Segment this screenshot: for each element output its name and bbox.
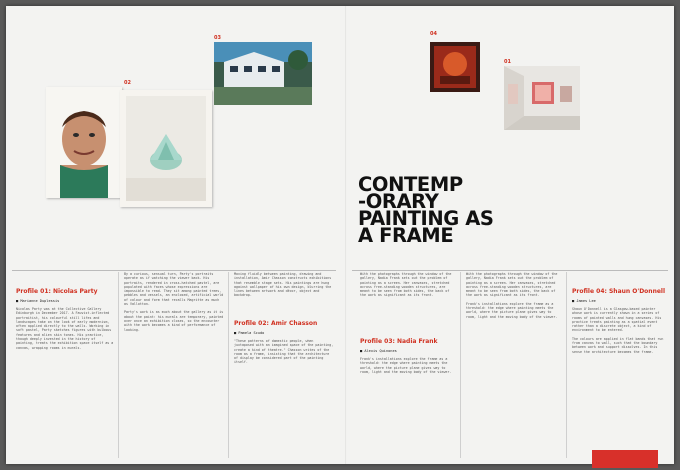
profile-02-byline: ■ Pamela Scudo [234,331,264,335]
red-canvas-image [430,42,480,92]
section-rule-right [352,270,668,271]
profile-01-column-2: By a curious, sensual turn, Party's portraits operate as if watching the viewer back. His portraits, rendered in cross-hatched pastel, are populated with faces whose expressions are impossible to read. They sit among painted trees, pebbles and vessels, an enclosed, artificial world of colour and form that recalls Magritte as much as Vallotton. Party's work is as much about the gallery as it is about the paint: his murals are temporary, painted over once an exhibition closes, so the encounter with the work becomes a kind of performance of looking. [124,272,224,332]
profile-04-byline: ■ James Lee [572,299,596,303]
figure-number-01: 01 [504,59,511,65]
profile-01-byline: ■ Marianne Duplessis [16,299,59,303]
figure-number-04: 04 [430,31,437,37]
pastel-drawing-image [120,90,212,207]
profile-03-column: Frank's installations explore the frame as a threshold: the edge where painting meets the world, where the picture plane gives way to room, light and the moving body of the viewer. [360,357,452,374]
profile-04-column: Shaun O'Donnell is a Glasgow-based painter whose work is currently shown in a series of rooms of painted walls and hung canvases. His practice treats painting as a spatial event rather than a discrete object, a kind of environment to be entered. The colours are applied in flat bands that run from canvas to wall, such that the boundary between work and support dissolves. In this sense the architecture becomes the frame. [572,307,664,354]
profile-03-heading: Profile 03: Nadia Frank [360,338,438,345]
profile-03-byline: ■ Alexis Quinones [360,349,397,353]
page-fold [345,6,347,464]
column-rule [566,272,567,458]
profile-03-column-2: With the photographs through the window of the gallery, Nadia Frank sets out the problem of painting as a screen. Her canvases, stretched across free-standing wooden structures, are meant to be seen from both sides, the back of the work as significant as its front. Frank's installations explore the frame as a threshold: the edge where painting meets the world, where the picture plane gives way to room, light and the moving body of the viewer. [466,272,558,319]
profile-04-heading: Profile 04: Shaun O'Donnell [572,288,666,295]
profile-03-intro: With the photographs through the window of the gallery, Nadia Frank sets out the problem of painting as a screen. Her canvases, stretched across free-standing wooden structures, are meant to be seen from both sides, the back of the work as significant as its front. [360,272,452,298]
installation-building-image [214,42,312,105]
column-rule [118,272,119,458]
column-rule [460,272,461,458]
red-accent-bar [592,450,658,468]
profile-01-heading: Profile 01: Nicolas Party [16,288,98,295]
column-rule [228,272,229,458]
profile-02-column: "These patterns of domestic people, when juxtaposed with an imagined space of the painting, create a kind of theatre." Chasson writes of the room as a frame, insisting that the architecture of display be considered part of the painting itself. [234,339,334,365]
section-rule-left [12,270,336,271]
profile-01-column-1: Nicolas Party was at the Collective Gallery Edinburgh in December 2017. A Fauvist-inflected portraitist, his colourful still lifes and landscapes take on the look of early modernism, often applied directly to the walls. Working in soft pastel, Party sketches figures with bulbous features and alien skin tones. His practice, though deeply invested in the history of painting, treats the exhibition space itself as a canvas, wrapping rooms in murals. [16,307,114,350]
profile-02-intro: Moving fluidly between painting, drawing and installation, Amir Chasson constructs exhibitions that resemble stage sets. His paintings are hung against wallpaper of his own design, blurring the lines between artwork and décor, object and backdrop. [234,272,332,298]
article-title: CONTEMP -ORARY PAINTING AS A FRAME [358,173,494,247]
portrait-painting-image [46,87,122,198]
magazine-spread [6,6,674,464]
profile-02-heading: Profile 02: Amir Chasson [234,320,318,327]
gallery-room-image [504,66,580,130]
figure-number-03: 03 [214,35,221,41]
figure-number-02: 02 [124,80,131,86]
